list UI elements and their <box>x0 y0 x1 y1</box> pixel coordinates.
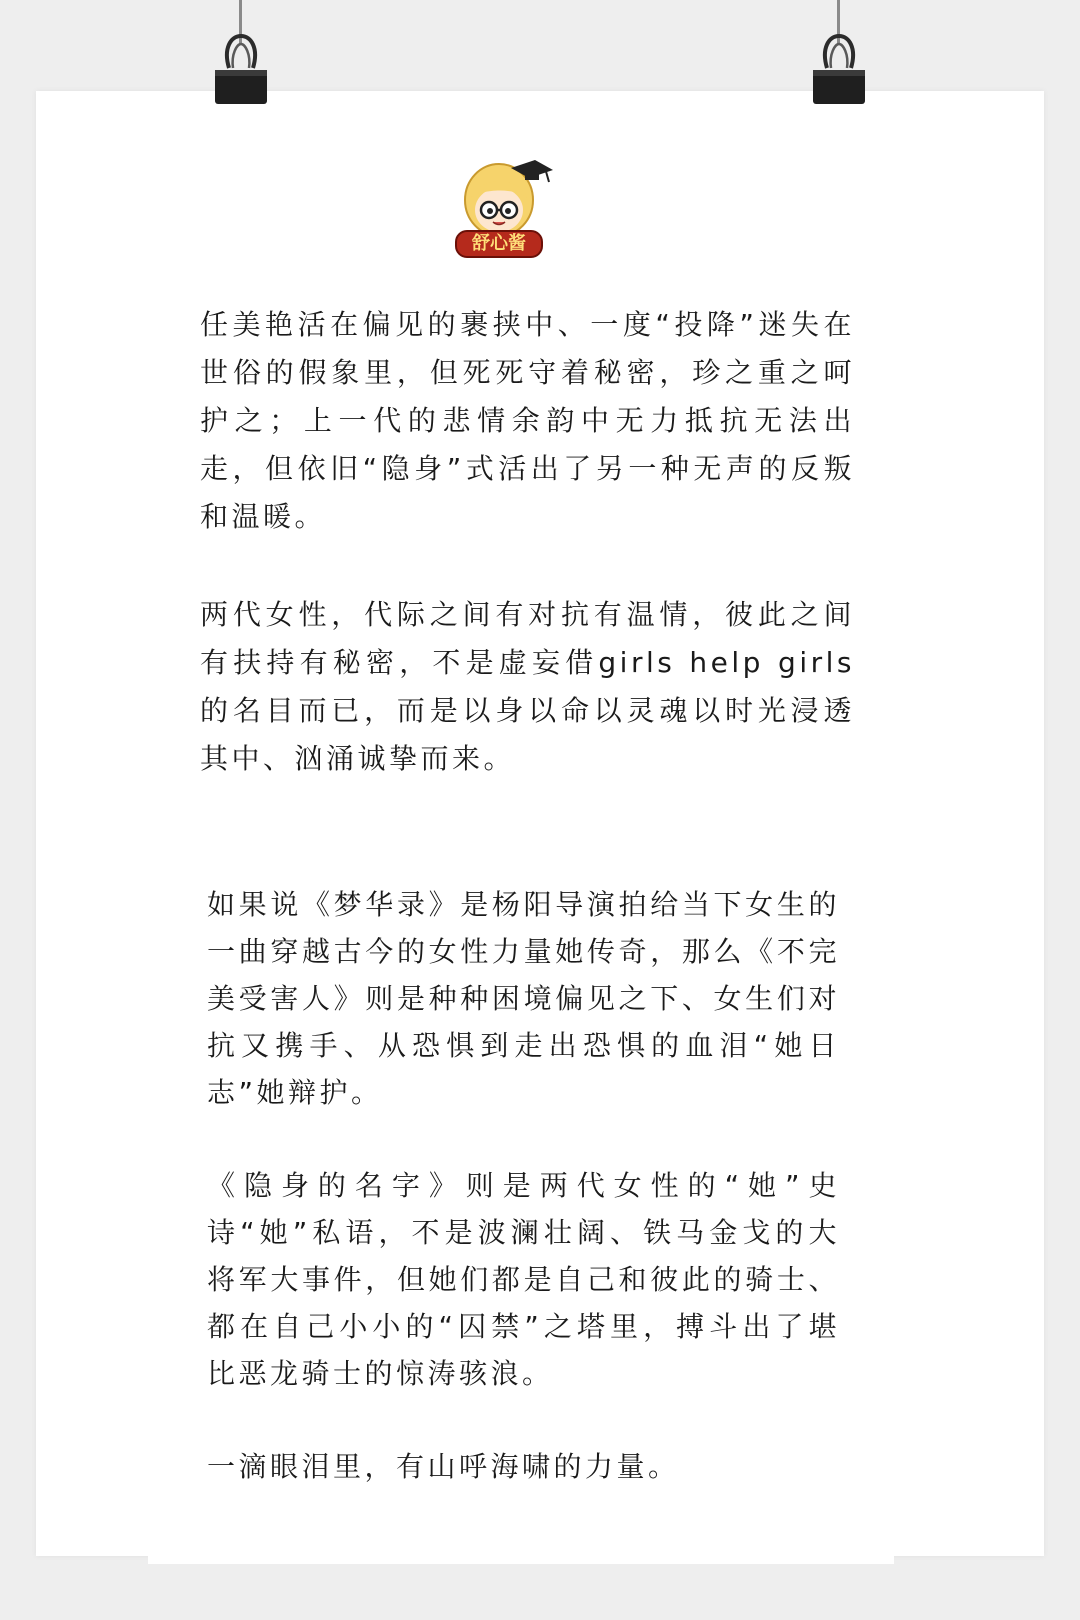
article-paragraph-2: 两代女性，代际之间有对抗有温情，彼此之间有扶持有秘密，不是虚妄借girls help girls的名目而已，而是以身以命以灵魂以时光浸透其中、汹涌诚挚而来。 <box>200 598 855 775</box>
mascot-logo <box>455 158 565 266</box>
binder-clip-left-icon <box>209 28 273 108</box>
paper-bottom-edge <box>148 1556 894 1564</box>
article-paragraph-3: 如果说《梦华录》是杨阳导演拍给当下女生的一曲穿越古今的女性力量她传奇，那么《不完美受害人》则是种种困境偏见之下、女生们对抗又携手、从恐惧到走出恐惧的血泪“她日志”她辩护。 <box>207 888 840 1109</box>
article-paragraph-5: 一滴眼泪里，有山呼海啸的力量。 <box>207 1450 680 1483</box>
cartoon-girl-graduation-cap-icon <box>455 158 565 238</box>
article-paragraph-1: 任美艳活在偏见的裹挟中、一度“投降”迷失在世俗的假象里，但死死守着秘密，珍之重之呵护之；上一代的悲情余韵中无力抵抗无法出走，但依旧“隐身”式活出了另一种无声的反叛和温暖。 <box>200 308 855 533</box>
mascot-name-badge: 舒心酱 <box>455 230 543 258</box>
binder-clip-right-icon <box>807 28 871 108</box>
article-paragraph-4: 《隐身的名字》则是两代女性的“她”史诗“她”私语，不是波澜壮阔、铁马金戈的大将军大事件，但她们都是自己和彼此的骑士、都在自己小小的“囚禁”之塔里，搏斗出了堪比恶龙骑士的惊涛骇浪。 <box>207 1169 840 1390</box>
